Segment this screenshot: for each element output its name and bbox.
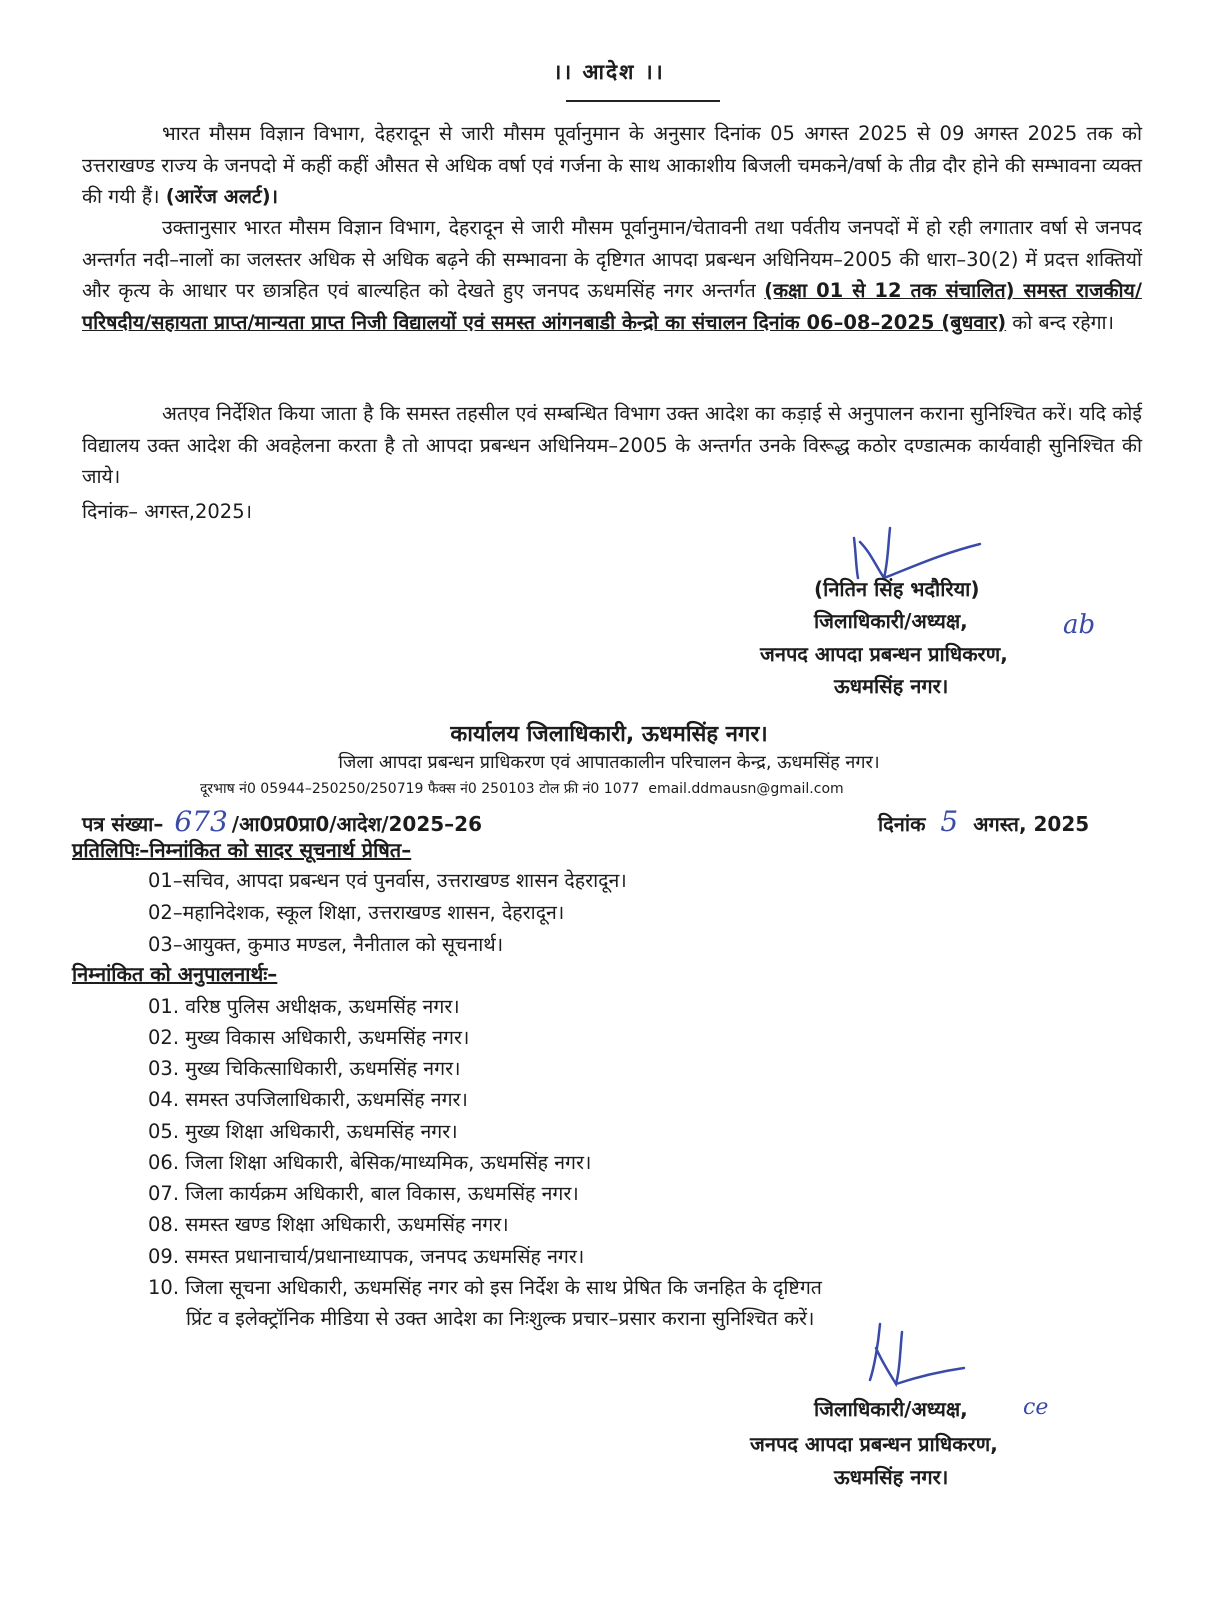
paragraph-3-text: अतएव निर्देशित किया जाता है कि समस्त तहसील एवं सम्बन्धित विभाग उक्त आदेश का कड़ाई से अनुपालन कराना सुनिश्चित करें। यदि कोई विद्यालय उक्त आदेश की अवहेलना करता है तो आपदा प्रबन्धन अधिनियम–2005 के अन्तर्गत उनके विरूद्ध कठोर दण्डात्मक कार्यवाही सुनिश्चित की जाये।: [82, 402, 1142, 488]
signature-1-designation: जिलाधिकारी/अध्यक्ष,: [814, 609, 968, 633]
signature-2-authority: जनपद आपदा प्रबन्धन प्राधिकरण,: [750, 1432, 998, 1456]
office-title: कार्यालय जिलाधिकारी, ऊधमसिंह नगर।: [450, 722, 768, 747]
compliance-item: 09. समस्त प्रधानाचार्य/प्रधानाध्यापक, जनपद ऊधमसिंह नगर।: [148, 1245, 585, 1268]
compliance-item: 04. समस्त उपजिलाधिकारी, ऊधमसिंह नगर।: [148, 1088, 468, 1111]
letter-date-rest: अगस्त, 2025: [973, 812, 1090, 836]
letter-number-suffix: /आ0प्र0प्रा0/आदेश/2025–26: [231, 812, 482, 836]
signature-1-name: (नितिन सिंह भदौरिया): [814, 577, 980, 601]
copy-info-heading: प्रतिलिपिः–निम्नांकित को सादर सूचनार्थ प्रेषित–: [72, 838, 412, 862]
letter-number-label: पत्र संख्या–: [82, 812, 164, 836]
school-closure-text: (कक्षा 01 से 12 तक संचालित) समस्त राजकीय/परिषदीय/सहायता प्राप्त/मान्यता प्राप्त निजी विद्यालयों एवं समस्त आंगनबाडी केन्द्रो का संचालन दिनांक 06–08–2025 (बुधवार): [82, 279, 1142, 334]
letter-date-handwritten-day: 5: [940, 805, 959, 838]
signature-1-initials: ab: [1063, 610, 1096, 640]
order-heading: ।। आदेश ।।: [553, 60, 665, 84]
letter-number-handwritten: 673: [174, 805, 228, 838]
copy-compliance-heading: निम्नांकित को अनुपालनार्थः–: [72, 962, 278, 986]
signature-1-place: ऊधमसिंह नगर।: [834, 674, 949, 698]
letter-number-line: [82, 805, 482, 838]
compliance-item: 02. मुख्य विकास अधिकारी, ऊधमसिंह नगर।: [148, 1026, 470, 1049]
letter-date-label: दिनांक: [878, 812, 926, 836]
office-contact-line: [200, 779, 844, 798]
copy-info-item: 01–सचिव, आपदा प्रबन्धन एवं पुनर्वास, उत्तराखण्ड शासन देहरादून।: [148, 869, 627, 892]
compliance-item: 03. मुख्य चिकित्साधिकारी, ऊधमसिंह नगर।: [148, 1057, 461, 1080]
order-paragraph-1: [82, 118, 1142, 213]
office-email: email.ddmausn@gmail.com: [648, 781, 844, 797]
order-paragraph-3: [82, 398, 1142, 493]
compliance-item: 06. जिला शिक्षा अधिकारी, बेसिक/माध्यमिक, ऊधमसिंह नगर।: [148, 1151, 592, 1174]
paragraph-1-text: भारत मौसम विज्ञान विभाग, देहरादून से जारी मौसम पूर्वानुमान के अनुसार दिनांक 05 अगस्त 2025 से 09 अगस्त 2025 तक को उत्तराखण्ड राज्य के जनपदो में कहीं कहीं औसत से अधिक वर्षा एवं गर्जना के साथ आकाशीय बिजली चमकने/वर्षा के तीव्र दौर होने की सम्भावना व्यक्त की गयी हैं।: [82, 122, 1142, 208]
copy-info-item: 02–महानिदेशक, स्कूल शिक्षा, उत्तराखण्ड शासन, देहरादून।: [148, 901, 565, 924]
heading-underline: [566, 100, 720, 102]
signature-2-place: ऊधमसिंह नगर।: [834, 1465, 949, 1489]
signature-2-designation: जिलाधिकारी/अध्यक्ष,: [814, 1397, 968, 1421]
orange-alert-text: (आरेंज अलर्ट)।: [165, 185, 279, 208]
signature-1-authority: जनपद आपदा प्रबन्धन प्राधिकरण,: [760, 642, 1008, 666]
letter-date: [878, 805, 1089, 838]
signature-2-initials: ce: [1023, 1395, 1049, 1420]
order-date-line: दिनांक– अगस्त,2025।: [82, 500, 252, 523]
compliance-item: 08. समस्त खण्ड शिक्षा अधिकारी, ऊधमसिंह नगर।: [148, 1213, 509, 1236]
compliance-item: 07. जिला कार्यक्रम अधिकारी, बाल विकास, ऊधमसिंह नगर।: [148, 1182, 579, 1205]
office-phone-fax: दूरभाष नं0 05944–250250/250719 फैक्स नं0 250103 टोल फ्री नं0 1077: [200, 781, 640, 797]
office-subtitle: जिला आपदा प्रबन्धन प्राधिकरण एवं आपातकालीन परिचालन केन्द्र, ऊधमसिंह नगर।: [338, 752, 880, 773]
compliance-item: 05. मुख्य शिक्षा अधिकारी, ऊधमसिंह नगर।: [148, 1120, 458, 1143]
signature-2-mark: [860, 1318, 970, 1398]
paragraph-2-end: को बन्द रहेगा।: [1006, 310, 1114, 334]
compliance-item-10-line-2: प्रिंट व इलेक्ट्रॉनिक मीडिया से उक्त आदेश का निःशुल्क प्रचार–प्रसार कराना सुनिश्चित करें।: [186, 1307, 815, 1330]
order-paragraph-2: [82, 212, 1142, 338]
compliance-item: 01. वरिष्ठ पुलिस अधीक्षक, ऊधमसिंह नगर।: [148, 995, 460, 1018]
compliance-item-10-line-1: 10. जिला सूचना अधिकारी, ऊधमसिंह नगर को इस निर्देश के साथ प्रेषित कि जनहित के दृष्टिगत: [148, 1276, 822, 1299]
copy-info-item: 03–आयुक्त, कुमाउ मण्डल, नैनीताल को सूचनार्थ।: [148, 933, 504, 956]
paragraph-2-text: उक्तानुसार भारत मौसम विज्ञान विभाग, देहरादून से जारी मौसम पूर्वानुमान/चेतावनी तथा पर्वतीय जनपदों में हो रही लगातार वर्षा से जनपद अन्तर्गत नदी–नालों का जलस्तर अधिक से अधिक बढ़ने की सम्भावना के दृष्टिगत आपदा प्रबन्धन अधिनियम–2005 की धारा–30(2) में प्रदत्त शक्तियों और कृत्य के आधार पर छात्रहित एवं बाल्यहित को देखते हुए जनपद ऊधमसिंह नगर अन्तर्गत: [82, 216, 1142, 302]
